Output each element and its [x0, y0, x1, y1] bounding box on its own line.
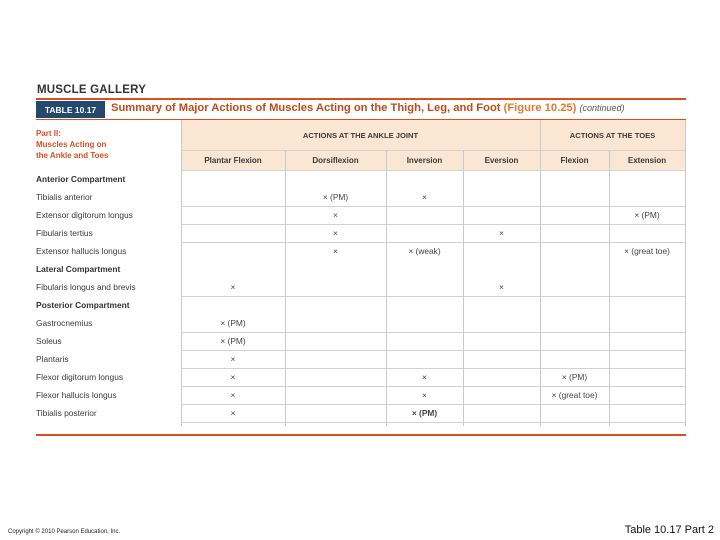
action-cell — [540, 296, 609, 314]
muscle-name: Flexor digitorum longus — [36, 372, 124, 382]
action-cell — [285, 332, 386, 350]
action-cell: × — [499, 228, 504, 238]
column-header: Inversion — [406, 155, 443, 165]
action-cell: × — [333, 210, 338, 220]
action-cell — [386, 332, 463, 350]
muscle-name: Plantaris — [36, 354, 69, 364]
bottom-rule — [36, 434, 686, 436]
action-cell — [540, 206, 609, 224]
action-cell — [540, 332, 609, 350]
action-cell — [181, 188, 285, 206]
action-cell — [386, 206, 463, 224]
action-cell: × — [230, 390, 236, 400]
gallery-title: MUSCLE GALLERY — [37, 84, 147, 96]
action-cell: × (PM) — [561, 372, 588, 382]
group-header-toes: ACTIONS AT THE TOES — [569, 130, 656, 140]
action-cell — [181, 242, 285, 260]
action-cell: × (PM) — [322, 192, 349, 202]
muscle-name: Flexor hallucis longus — [36, 390, 117, 400]
section-heading: Anterior Compartment — [36, 174, 126, 184]
muscle-name: Extensor digitorum longus — [36, 210, 133, 220]
action-cell — [386, 260, 463, 278]
action-cell: × (weak) — [408, 246, 441, 256]
action-cell: × (PM) — [411, 408, 438, 418]
slide-caption: Table 10.17 Part 2 — [624, 524, 714, 536]
action-cell — [463, 188, 540, 206]
action-cell — [463, 350, 540, 368]
action-cell — [609, 278, 685, 296]
action-cell — [463, 296, 540, 314]
table-title-main: Summary of Major Actions of Muscles Acting on the Thigh, Leg, and Foot — [111, 102, 504, 114]
muscle-name: Fibularis tertius — [36, 228, 93, 238]
action-cell: × — [499, 282, 504, 292]
action-cell: × — [422, 192, 427, 202]
action-cell — [463, 260, 540, 278]
action-cell — [540, 350, 609, 368]
action-cell — [463, 368, 540, 386]
action-cell — [609, 368, 685, 386]
column-header: Flexion — [560, 155, 589, 165]
action-cell — [609, 404, 685, 422]
table-title — [111, 102, 625, 114]
action-cell — [540, 242, 609, 260]
action-cell — [540, 314, 609, 332]
action-cell: × — [333, 246, 338, 256]
table-title-figure-ref: (Figure 10.25) — [503, 102, 577, 114]
action-cell — [540, 278, 609, 296]
action-cell — [540, 260, 609, 278]
action-cell: × — [422, 372, 427, 382]
action-cell: × — [230, 282, 236, 292]
action-cell — [540, 188, 609, 206]
action-cell — [609, 188, 685, 206]
action-cell: × (great toe) — [551, 390, 598, 400]
action-cell — [285, 278, 386, 296]
column-header: Eversion — [484, 155, 519, 165]
action-cell — [285, 314, 386, 332]
action-cell — [386, 170, 463, 188]
muscle-name: Soleus — [36, 336, 62, 346]
action-cell — [463, 332, 540, 350]
action-cell — [609, 386, 685, 404]
action-cell — [609, 260, 685, 278]
part-heading-line: Part II: — [36, 129, 61, 138]
muscle-name: Tibialis anterior — [36, 192, 93, 202]
action-cell — [609, 224, 685, 242]
action-cell — [463, 386, 540, 404]
column-header: Plantar Flexion — [204, 155, 262, 165]
action-cell — [181, 206, 285, 224]
action-cell — [386, 314, 463, 332]
action-cell — [540, 404, 609, 422]
action-cell — [463, 242, 540, 260]
action-cell — [540, 170, 609, 188]
action-cell: × (great toe) — [624, 246, 670, 256]
action-cell — [181, 296, 285, 314]
section-heading: Lateral Compartment — [36, 264, 121, 274]
grid-hline — [181, 422, 685, 423]
action-cell: × (PM) — [220, 336, 246, 346]
muscle-name: Extensor hallucis longus — [36, 246, 127, 256]
action-cell — [609, 170, 685, 188]
muscle-name: Tibialis posterior — [36, 408, 97, 418]
action-cell — [463, 314, 540, 332]
group-header-ankle: ACTIONS AT THE ANKLE JOINT — [302, 130, 419, 140]
action-cell — [181, 224, 285, 242]
copyright-text: Copyright © 2010 Pearson Education, Inc. — [8, 529, 121, 535]
part-heading-line: Muscles Acting on — [36, 140, 107, 149]
action-cell — [540, 224, 609, 242]
action-cell — [386, 224, 463, 242]
action-cell — [386, 350, 463, 368]
action-cell — [609, 296, 685, 314]
muscle-name: Fibularis longus and brevis — [36, 282, 136, 292]
action-cell — [285, 386, 386, 404]
action-cell — [285, 368, 386, 386]
action-cell: × — [230, 372, 236, 382]
action-cell — [609, 332, 685, 350]
top-rule — [36, 98, 686, 100]
muscle-name: Gastrocnemius — [36, 318, 93, 328]
action-cell: × (PM) — [220, 318, 246, 328]
action-cell — [463, 206, 540, 224]
action-cell — [386, 278, 463, 296]
action-cell — [609, 350, 685, 368]
action-cell — [181, 260, 285, 278]
action-cell — [285, 350, 386, 368]
action-cell — [285, 260, 386, 278]
action-cell — [463, 170, 540, 188]
action-cell: × — [230, 408, 236, 418]
grid-vline — [685, 120, 686, 426]
part-heading — [36, 128, 176, 161]
table-badge: TABLE 10.17 — [36, 101, 105, 118]
action-cell — [609, 314, 685, 332]
action-cell: × — [422, 390, 427, 400]
table-title-continued: (continued) — [579, 103, 625, 113]
part-heading-line: the Ankle and Toes — [36, 151, 109, 160]
section-heading: Posterior Compartment — [36, 300, 130, 310]
column-header: Extension — [627, 155, 667, 165]
action-cell — [285, 404, 386, 422]
action-cell: × — [333, 228, 338, 238]
action-cell: × — [230, 354, 236, 364]
action-cell — [181, 170, 285, 188]
action-cell — [386, 296, 463, 314]
action-cell — [285, 296, 386, 314]
action-cell — [285, 170, 386, 188]
column-header: Dorsiflexion — [312, 155, 359, 165]
action-cell — [463, 404, 540, 422]
action-cell: × (PM) — [634, 210, 660, 220]
